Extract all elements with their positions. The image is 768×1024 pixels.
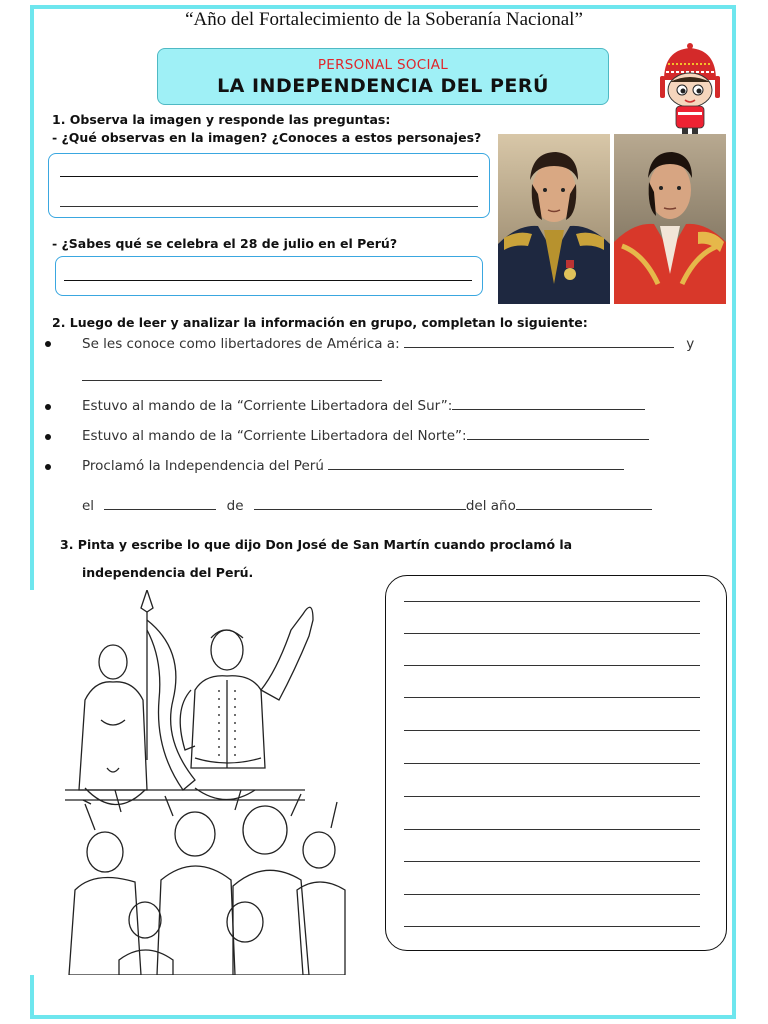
writing-line [404,926,700,927]
item-corriente-sur [82,397,645,414]
blank-field[interactable] [82,380,382,381]
bullet-icon [45,464,51,470]
section3-heading: 3. Pinta y escribe lo que dijo Don José de San Martín cuando proclamó la [60,537,573,552]
item-libertadores-and: y [686,336,695,352]
writing-line [404,894,700,895]
date-el-label: el [82,498,95,514]
section2-heading: 2. Luego de leer y analizar la información en grupo, completan lo siguiente: [52,315,588,330]
bullet-icon [45,341,51,347]
header-banner [157,48,609,105]
item-proclamo-label: Proclamó la Independencia del Perú [82,458,324,474]
bullet-icon [45,434,51,440]
section3-heading-cont: independencia del Perú. [82,565,254,580]
year-title: “Año del Fortalecimiento de la Soberanía Nacional” [185,9,583,30]
blank-month[interactable] [254,497,466,510]
answer-box-observe[interactable] [48,153,490,218]
item-date [82,497,652,514]
date-de-label: de [226,498,244,514]
andean-doll-illustration [650,42,730,137]
question-what-observe: - ¿Qué observas en la imagen? ¿Conoces a estos personajes? [52,130,482,145]
item-libertadores-label: Se les conoce como libertadores de América a: [82,336,400,352]
answer-line [60,206,478,207]
writing-line [404,633,700,634]
writing-line [404,697,700,698]
writing-line [404,861,700,862]
answer-box-28-july[interactable] [55,256,483,296]
writing-line [404,601,700,602]
coloring-scene-illustration [55,590,355,975]
blank-day[interactable] [104,497,216,510]
subject-label: PERSONAL SOCIAL [317,57,449,73]
blank-field[interactable] [467,427,649,440]
writing-line [404,796,700,797]
item-libertadores [82,335,694,352]
blank-field[interactable] [404,335,674,348]
blank-field[interactable] [452,397,645,410]
writing-line [404,665,700,666]
portrait-san-martin [498,134,610,304]
question-28-july: - ¿Sabes qué se celebra el 28 de julio en el Perú? [52,236,398,251]
answer-line [64,280,472,281]
item-corriente-sur-label: Estuvo al mando de la “Corriente Libertadora del Sur”: [82,398,453,414]
writing-line [404,730,700,731]
page-title: LA INDEPENDENCIA DEL PERÚ [217,75,549,97]
date-year-label: del año [465,498,516,514]
section1-heading: 1. Observa la imagen y responde las preguntas: [52,112,391,127]
blank-field[interactable] [328,457,624,470]
bullet-icon [45,404,51,410]
writing-line [404,763,700,764]
blank-year[interactable] [516,497,652,510]
item-proclamo [82,457,624,474]
writing-line [404,829,700,830]
answer-line [60,176,478,177]
border-gap [26,590,36,975]
portrait-bolivar [614,134,726,304]
item-corriente-norte [82,427,649,444]
item-corriente-norte-label: Estuvo al mando de la “Corriente Libertadora del Norte”: [82,428,467,444]
